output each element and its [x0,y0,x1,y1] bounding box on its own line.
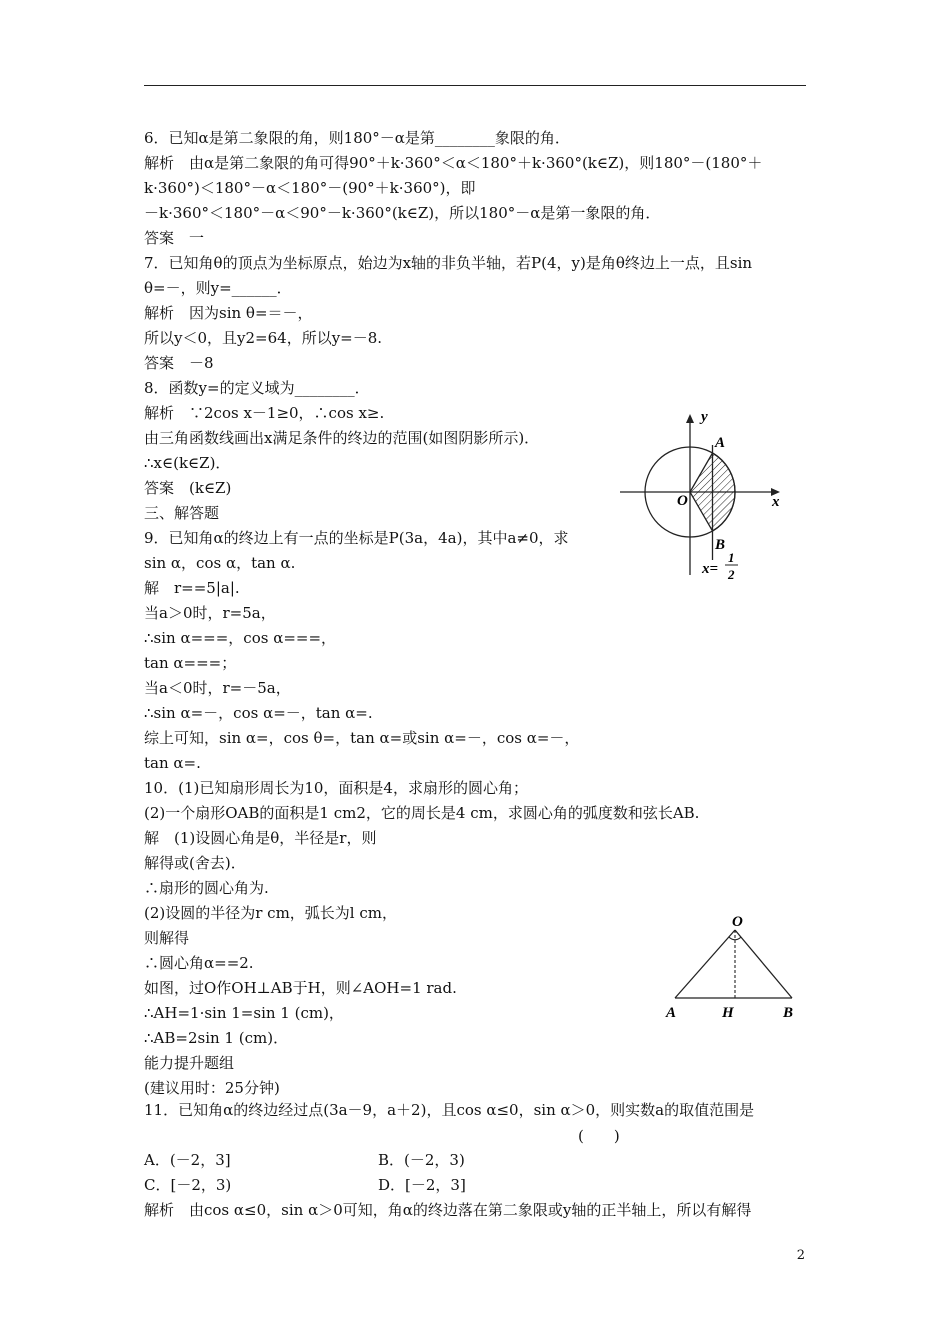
solution-line: 综上可知，sin α=，cos θ=，tan α=或sin α=－，cos α=－， [144,729,580,747]
segment-ob [735,930,792,998]
analysis-line: k·360°)＜180°－α＜180°－(90°＋k·360°)，即 [144,179,476,197]
analysis-line: 所以y＜0，且y2=64，所以y=－8. [144,329,383,347]
point-b-label: B [783,1005,794,1021]
answer-line: 答案 一 [144,229,205,247]
header-rule [144,85,806,86]
analysis-line: ∴x∈(k∈Z)． [144,454,231,472]
line-equation-label: x= [702,561,719,577]
answer-line: 答案 －8 [144,354,214,372]
fraction-numerator: 1 [728,550,735,565]
option-d: D．[－2，3] [378,1176,466,1194]
solution-line: 解得或(舍去)． [144,854,246,872]
solution-line: 解 (1)设圆心角是θ，半径是r，则 [144,829,377,847]
point-a-label: A [715,435,726,451]
time-hint: (建议用时：25分钟) [144,1079,280,1097]
solution-line: 则解得 [144,929,190,947]
point-o-label: O [732,914,743,930]
origin-label: O [677,493,688,509]
problem-7-cont: θ=－，则y=______． [144,279,292,297]
solution-line: ∴AH=1·sin 1=sin 1 (cm)， [144,1004,344,1022]
problem-6: 6．已知α是第二象限的角，则180°－α是第________象限的角． [144,129,570,147]
problem-11: 11．已知角α的终边经过点(3a－9，a＋2)，且cos α≤0，sin α＞0，则实数a的取值范围是 [144,1101,755,1119]
option-c: C．[－2，3) [144,1176,232,1194]
page-number: 2 [796,1248,805,1263]
option-b: B．(－2，3) [378,1151,465,1169]
analysis-line: 解析 ∵2cos x－1≥0，∴cos x≥. [144,404,385,422]
solution-line: ∴圆心角α==2. [144,954,254,972]
sector-figure [660,910,805,1025]
section-heading: 三、解答题 [144,504,220,522]
solution-line: 当a＜0时，r=－5a， [144,679,291,697]
solution-line: (2)设圆的半径为r cm，弧长为l cm， [144,904,398,922]
unit-circle-figure [615,405,790,585]
solution-line: ∴sin α===，cos α===， [144,629,337,647]
fraction-denominator: 2 [728,567,735,582]
analysis-line: 解析 由α是第二象限的角可得90°＋k·360°＜α＜180°＋k·360°(k∈Z)，则180°－(180°＋ [144,154,763,172]
solution-line: tan α===； [144,654,237,672]
problem-9: 9．已知角α的终边上有一点的坐标是P(3a，4a)，其中a≠0，求 [144,529,569,547]
problem-7: 7．已知角θ的顶点为坐标原点，始边为x轴的非负半轴，若P(4，y)是角θ终边上一点，且sin [144,254,753,272]
analysis-line: 解析 由cos α≤0，sin α＞0可知，角α的终边落在第二象限或y轴的正半轴上，所以有解得 [144,1201,752,1219]
solution-line: 解 r==5|a|. [144,579,240,597]
section-heading: 能力提升题组 [144,1054,235,1072]
point-a-label: A [666,1005,677,1021]
point-h-label: H [722,1005,734,1021]
solution-line: tan α=. [144,754,201,772]
segment-oa [675,930,735,998]
solution-line: ∴AB=2sin 1 (cm)． [144,1029,289,1047]
solution-line: 如图，过O作OH⊥AB于H，则∠AOH=1 rad. [144,979,457,997]
option-a: A．(－2，3] [144,1151,231,1169]
problem-10-part2: (2)一个扇形OAB的面积是1 cm2，它的周长是4 cm，求圆心角的弧度数和弦长AB. [144,804,700,822]
analysis-line: 解析 因为sin θ=＝－， [144,304,313,322]
analysis-line: －k·360°＜180°－α＜90°－k·360°(k∈Z)，所以180°－α是第一象限的角． [144,204,661,222]
answer-blank: ( ) [578,1127,620,1145]
solution-line: ∴扇形的圆心角为. [144,879,269,897]
solution-line: 当a＞0时，r=5a， [144,604,276,622]
y-axis-arrow-icon [686,414,694,423]
problem-9-cont: sin α，cos α，tan α. [144,554,296,572]
x-label: x [772,494,780,510]
point-b-label: B [715,537,726,553]
analysis-line: 由三角函数线画出x满足条件的终边的范围(如图阴影所示)． [144,429,540,447]
answer-line: 答案 (k∈Z) [144,479,232,497]
problem-8: 8．函数y=的定义域为________． [144,379,370,397]
problem-10-part1: 10．(1)已知扇形周长为10，面积是4，求扇形的圆心角； [144,779,528,797]
y-label: y [701,409,708,425]
solution-line: ∴sin α=－，cos α=－，tan α=. [144,704,373,722]
